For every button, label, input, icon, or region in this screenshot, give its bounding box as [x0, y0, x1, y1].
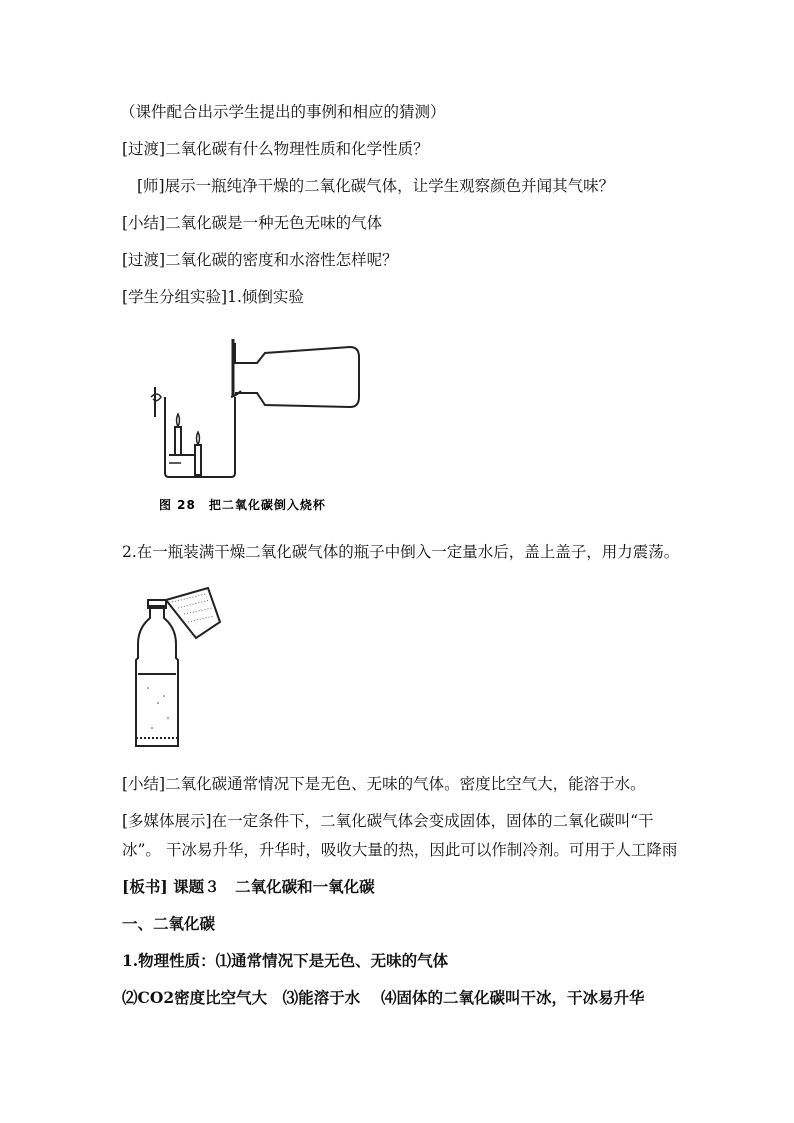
text-line: [师]展示一瓶纯净干燥的二氧化碳气体，让学生观察颜色并闻其气味？ — [137, 177, 615, 195]
text-line: 1.物理性质：⑴通常情况下是无色、无味的气体 — [122, 951, 449, 970]
text-line: [小结]二氧化碳通常情况下是无色、无味的气体。密度比空气大，能溶于水。 — [122, 775, 646, 793]
figure-bottle-water — [128, 578, 238, 758]
figure-pouring-co2 — [145, 325, 365, 515]
text-line: 2.在一瓶装满干燥二氧化碳气体的瓶子中倒入一定量水后，盖上盖子，用力震荡。 — [122, 543, 680, 561]
board-title: [板书] 课题３ 二氧化碳和一氧化碳 — [122, 877, 375, 896]
section-heading: 一、二氧化碳 — [122, 914, 216, 933]
text-line: [多媒体展示]在一定条件下，二氧化碳气体会变成固体，固体的二氧化碳叫“干 — [122, 812, 654, 830]
text-line: （课件配合出示学生提出的事例和相应的猜测） — [120, 103, 446, 121]
text-line: [过渡]二氧化碳有什么物理性质和化学性质？ — [122, 140, 429, 158]
figure-caption: 图 28 把二氧化碳倒入烧杯 — [159, 498, 326, 512]
text-line: ⑵CO2密度比空气大 ⑶能溶于水 ⑷固体的二氧化碳叫干冰，干冰易升华 — [122, 988, 645, 1007]
text-line: 冰”。 干冰易升华，升华时，吸收大量的热，因此可以作制冷剂。可用于人工降雨 — [122, 841, 678, 859]
text-line: [小结]二氧化碳是一种无色无味的气体 — [122, 214, 383, 232]
text-line: [过渡]二氧化碳的密度和水溶性怎样呢？ — [122, 251, 398, 269]
text-line: [学生分组实验]1.倾倒实验 — [122, 288, 304, 306]
